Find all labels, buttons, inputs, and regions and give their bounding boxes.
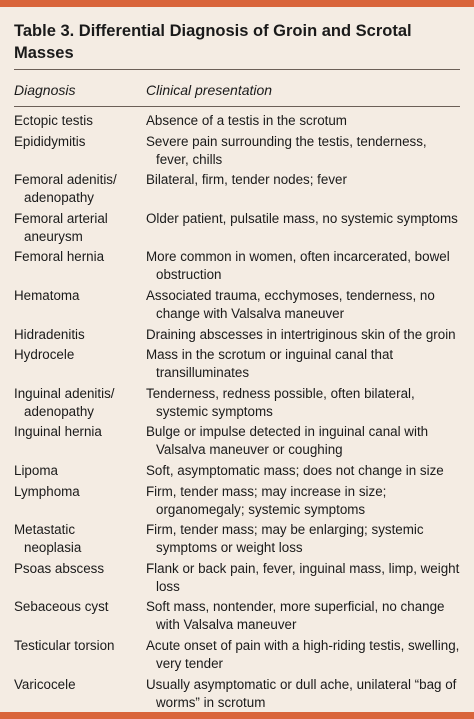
column-header-clinical-presentation: Clinical presentation: [146, 82, 273, 98]
diagnosis-cell: [0, 133, 132, 169]
diagnosis-text: Hydrocele: [14, 347, 75, 363]
table-row: [0, 521, 474, 557]
diagnosis-text: Psoas abscess: [14, 560, 105, 576]
clinical-presentation-cell: [132, 112, 461, 130]
clinical-presentation-text: Firm, tender mass; may be enlarging; systemic symptoms or weight loss: [146, 522, 424, 556]
clinical-presentation-text: Firm, tender mass; may increase in size; organomegaly; systemic symptoms: [146, 483, 387, 517]
column-header-diagnosis: Diagnosis: [14, 82, 76, 98]
diagnosis-text: Metastatic neoplasia: [14, 522, 82, 556]
diagnosis-text: Inguinal hernia: [14, 424, 102, 440]
diagnosis-cell: [0, 346, 132, 382]
diagnosis-cell: [0, 483, 132, 519]
diagnosis-text: Femoral arterial aneurysm: [14, 210, 108, 244]
header-divider: [14, 106, 460, 107]
clinical-presentation-text: Absence of a testis in the scrotum: [146, 113, 347, 128]
diagnosis-text: Lymphoma: [14, 483, 80, 499]
diagnosis-text: Femoral adenitis/ adenopathy: [14, 172, 117, 206]
top-accent-bar: [0, 0, 474, 7]
clinical-presentation-cell: [132, 346, 461, 382]
table-row: [0, 385, 474, 421]
table-row: [0, 676, 474, 712]
diagnosis-text: Hidradenitis: [14, 326, 85, 342]
diagnosis-text: Inguinal adenitis/ adenopathy: [14, 385, 115, 419]
diagnosis-cell: [0, 112, 132, 130]
clinical-presentation-text: Tenderness, redness possible, often bilateral, systemic symptoms: [146, 385, 415, 419]
diagnosis-text: Ectopic testis: [14, 113, 93, 128]
diagnosis-cell: [0, 521, 132, 557]
table-row: [0, 112, 474, 130]
clinical-presentation-cell: [132, 676, 461, 712]
diagnosis-cell: [0, 637, 132, 673]
clinical-presentation-text: Usually asymptomatic or dull ache, unilateral “bag of worms” in scrotum: [146, 676, 457, 710]
clinical-presentation-cell: [132, 598, 461, 634]
bottom-accent-bar: [0, 712, 474, 719]
table-row: [0, 171, 474, 207]
table-row: [0, 423, 474, 459]
clinical-presentation-text: More common in women, often incarcerated, bowel obstruction: [146, 249, 450, 283]
diagnosis-cell: [0, 385, 132, 421]
clinical-presentation-cell: [132, 385, 461, 421]
table-row: [0, 483, 474, 519]
clinical-presentation-text: Draining abscesses in intertriginous skin of the groin: [146, 326, 456, 342]
clinical-presentation-cell: [132, 560, 461, 596]
table-header-row: [0, 82, 474, 102]
table-row: [0, 637, 474, 673]
clinical-presentation-cell: [132, 248, 461, 284]
table-row: [0, 560, 474, 596]
table-title: Table 3. Differential Diagnosis of Groin and Scrotal Masses: [14, 22, 412, 62]
clinical-presentation-text: Soft mass, nontender, more superficial, no change with Valsalva maneuver: [146, 599, 445, 633]
diagnosis-cell: [0, 326, 132, 344]
clinical-presentation-cell: [132, 637, 461, 673]
diagnosis-cell: [0, 560, 132, 596]
table-row: [0, 248, 474, 284]
clinical-presentation-cell: [132, 483, 461, 519]
table-row: [0, 598, 474, 634]
table-row: [0, 346, 474, 382]
clinical-presentation-text: Acute onset of pain with a high-riding testis, swelling, very tender: [146, 637, 460, 671]
diagnosis-cell: [0, 676, 132, 712]
diagnosis-cell: [0, 287, 132, 323]
clinical-presentation-cell: [132, 521, 461, 557]
diagnosis-cell: [0, 598, 132, 634]
clinical-presentation-text: Mass in the scrotum or inguinal canal that transilluminates: [146, 347, 394, 381]
clinical-presentation-text: Flank or back pain, fever, inguinal mass, limp, weight loss: [146, 560, 460, 594]
clinical-presentation-cell: [132, 462, 461, 480]
clinical-presentation-text: Bilateral, firm, tender nodes; fever: [146, 172, 347, 188]
clinical-presentation-text: Bulge or impulse detected in inguinal canal with Valsalva maneuver or coughing: [146, 424, 429, 458]
clinical-presentation-text: Soft, asymptomatic mass; does not change in size: [146, 462, 444, 478]
clinical-presentation-text: Older patient, pulsatile mass, no systemic symptoms: [146, 210, 458, 226]
diagnosis-text: Hematoma: [14, 287, 80, 303]
diagnosis-cell: [0, 462, 132, 480]
diagnosis-text: Epididymitis: [14, 133, 86, 149]
table-body: [0, 112, 474, 714]
diagnosis-text: Varicocele: [14, 676, 76, 692]
diagnosis-cell: [0, 423, 132, 459]
clinical-presentation-text: Severe pain surrounding the testis, tenderness, fever, chills: [146, 133, 427, 167]
diagnosis-text: Testicular torsion: [14, 637, 115, 653]
table-row: [0, 326, 474, 344]
diagnosis-cell: [0, 248, 132, 284]
clinical-presentation-cell: [132, 423, 461, 459]
clinical-presentation-cell: [132, 171, 461, 207]
clinical-presentation-cell: [132, 210, 461, 246]
diagnosis-text: Femoral hernia: [14, 249, 105, 265]
diagnosis-text: Sebaceous cyst: [14, 599, 109, 615]
clinical-presentation-text: Associated trauma, ecchymoses, tenderness, no change with Valsalva maneuver: [146, 287, 435, 321]
diagnosis-text: Lipoma: [14, 462, 58, 478]
clinical-presentation-cell: [132, 133, 461, 169]
table-row: [0, 210, 474, 246]
clinical-presentation-cell: [132, 326, 461, 344]
title-divider: [14, 69, 460, 70]
table-row: [0, 287, 474, 323]
diagnosis-cell: [0, 171, 132, 207]
diagnosis-cell: [0, 210, 132, 246]
table-row: [0, 133, 474, 169]
clinical-presentation-cell: [132, 287, 461, 323]
table-row: [0, 462, 474, 480]
